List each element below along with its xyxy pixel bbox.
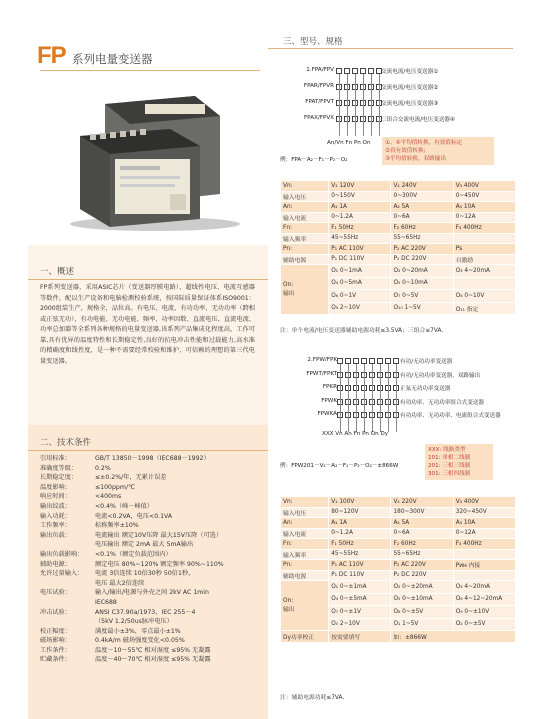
table-cell: P₁ DC 110V: [329, 254, 391, 265]
table-cell: P₂ DC 220V: [391, 570, 453, 581]
table-cell: O₂ 0~±5V: [453, 618, 515, 631]
table-row: [281, 254, 516, 265]
spec-row: [40, 473, 265, 483]
table-row: [281, 202, 516, 213]
table-cell: An:: [281, 518, 329, 529]
tech-rule: [28, 450, 268, 451]
table-cell: O₆ 0~1V: [329, 290, 391, 303]
spec-key: 准确度等级：: [40, 464, 78, 472]
table-cell: 输入电压: [281, 507, 329, 518]
table-cell: P₂ AC 220V: [391, 560, 453, 571]
table-cell: V₁ 120V: [329, 181, 391, 192]
spec-key: 工作条件：: [40, 646, 71, 654]
model-desc: 有功/无功功率变送器: [400, 359, 453, 365]
model-desc: 三组合交流电流/电压变送器④: [381, 117, 456, 123]
output-label: On:: [283, 282, 294, 288]
spec-row: [40, 512, 265, 522]
table-cell: A₂ 5A: [391, 202, 453, 213]
connector-line: [371, 74, 372, 136]
spec-row: [40, 588, 265, 598]
spec-value: 0.2%: [95, 464, 111, 472]
table-cell: P₁ AC 110V: [329, 560, 391, 571]
table-cell: Pn:: [281, 560, 329, 571]
table-row: [281, 631, 516, 643]
line-type-legend: [425, 444, 493, 480]
spec-row: [40, 627, 265, 637]
spec-row: [40, 608, 265, 618]
spec-row: [40, 617, 265, 627]
table-row: [281, 233, 516, 244]
table-cell: O₈ 0~±5V: [391, 606, 453, 619]
diagram1-notes: [382, 137, 494, 165]
spec-value: 电压输出 额定 2mA 最大 5mA输出: [95, 541, 194, 549]
spec-value: 电流 3倍连续 10倍30秒 50倍1秒，: [95, 570, 195, 578]
spec-key: 输出纹波：: [40, 502, 71, 510]
spec-value: （5kV 1.2/50us脉冲电压）: [95, 618, 173, 626]
spec-value: <0.1%（额定负载范围内）: [95, 550, 172, 558]
table-cell: Pn:: [281, 244, 329, 255]
diagram1-axis-labels: An/Vn Fn Pn On: [327, 140, 371, 146]
model-code-label: 1.FPA/FPV: [306, 67, 334, 73]
spec-row: [40, 579, 265, 589]
table-cell: 320~450V: [453, 507, 515, 518]
table-cell: O₈ 0~10V: [453, 290, 515, 303]
tech-heading: 二、技术条件: [40, 438, 92, 448]
note-line: ①、④平均值转换，有效值标定: [385, 140, 463, 146]
spec-value: <400ms: [95, 493, 122, 501]
connector-line: [379, 74, 380, 136]
overview-heading: 一、概述: [40, 267, 75, 277]
connector-line: [339, 74, 340, 136]
model-code-label: FPAX/FPVX: [303, 115, 334, 121]
spec-value: 电流输出 额定10V压降 最大15V压降（可选）: [95, 531, 223, 539]
connector-line: [372, 364, 373, 432]
spec-value: GB/T 13850－1998（IEC688－1992）: [95, 455, 210, 462]
legend-line: 101: 单相二线制: [428, 455, 471, 461]
table-cell: O₃ 4~20mA: [453, 265, 515, 278]
spec-row: [40, 492, 265, 502]
table-cell: P₁ DC 110V: [329, 570, 391, 581]
table-cell: O₁ 0~1mA: [329, 265, 391, 278]
table-cell: Fn:: [281, 539, 329, 550]
table2-note: 注：辅助电源功耗≤7VA.: [280, 695, 345, 701]
spec-value: 温度－40～70℃ 相对湿度 ≤95% 无凝露: [95, 656, 211, 664]
note-line: ③平均值转换，双路输出: [385, 156, 446, 162]
model-code-label: FPKR: [322, 384, 337, 390]
table-cell: V₃ 400V: [453, 497, 515, 508]
table-cell: 0~1.2A: [329, 528, 391, 539]
table-cell: A₃ 10A: [453, 202, 515, 213]
spec-key: [40, 579, 95, 589]
spec-key: 校正幅度：: [40, 627, 71, 635]
spec-key: 允许过量输入：: [40, 570, 84, 578]
table-row: [281, 539, 516, 550]
output-label-cell: [281, 581, 329, 631]
table-cell: 0~12A: [453, 528, 515, 539]
left-column: [0, 0, 268, 719]
table-cell: An:: [281, 202, 329, 213]
output-label: 输出: [283, 607, 295, 613]
table-cell: Vn:: [281, 181, 329, 192]
table-cell: O₅ 0~10mA: [391, 277, 453, 290]
table-cell: O₁ 1~5V: [391, 618, 453, 631]
spec-key: [40, 598, 95, 608]
table-row: [281, 244, 516, 255]
connector-line: [363, 74, 364, 136]
spec-row: [40, 636, 265, 646]
spec-table-1: [280, 180, 516, 315]
model-desc: 有功功率、无功功率、电流组合式变送器: [400, 413, 501, 419]
logo-fp: FP: [37, 42, 66, 69]
spec-key: 冲击试验：: [40, 608, 71, 616]
table-cell: 0~6A: [391, 212, 453, 223]
table-row: [281, 581, 516, 594]
table-cell: O₆ 4~12~20mA: [453, 593, 515, 606]
table-cell: 输入电流: [281, 212, 329, 223]
connector-line: [347, 74, 348, 136]
table-cell: 输入电流: [281, 528, 329, 539]
connector-line: [355, 74, 356, 136]
spec-key: 输出负载影响：: [40, 550, 84, 558]
spec-key: 引用标准：: [40, 455, 71, 462]
table-cell: [453, 570, 515, 581]
table-row: [281, 497, 516, 508]
model-desc: 有功功率、无功功率组合式变送器: [400, 399, 484, 406]
note-line: ②真有效值转换;: [385, 148, 426, 154]
spec-value: 满度最小±3%，零点最小±1%: [95, 627, 181, 635]
table-cell: 45~55Hz: [329, 233, 391, 244]
table-row: [281, 549, 516, 560]
spec-row: [40, 540, 265, 550]
spec-value: ≤100ppm/℃: [95, 483, 135, 491]
table-cell: F₁ 50Hz: [329, 539, 391, 550]
connector-line: [388, 364, 389, 432]
table-cell: Dy功率校正: [281, 631, 329, 643]
table-cell: [453, 277, 515, 290]
table-cell: 0~12A: [453, 212, 515, 223]
table-row: [281, 181, 516, 192]
spec-value: 0.4kA/m 磁场强度变化<0.05%: [95, 637, 185, 645]
table-cell: F₁ 50Hz: [329, 223, 391, 234]
table-cell: 输入频率: [281, 233, 329, 244]
table-cell: A₁ 1A: [329, 518, 391, 529]
spec-value: 电流<0.2VA，电压<0.1VA: [95, 512, 173, 520]
spec-row: [40, 646, 265, 656]
table-cell: 自激励: [453, 254, 515, 265]
spec-key: 磁场影响：: [40, 637, 71, 645]
table-cell: 0~6A: [391, 528, 453, 539]
spec-key: 长期稳定度：: [40, 474, 78, 482]
spec-key: [40, 540, 95, 550]
table-cell: P₂ DC 220V: [391, 254, 453, 265]
diagram2-axis-labels: XXX Vn An Fn Pn On Dy: [322, 431, 389, 437]
legend-line: 301: 三相四线制: [428, 471, 471, 477]
spec-row: [40, 464, 265, 474]
table-row: [281, 560, 516, 571]
model-code-label: FPWKA: [317, 411, 337, 417]
spec-value: 电压 最大2倍连续: [95, 579, 145, 587]
connector-line: [356, 364, 357, 432]
table-cell: V₃ 400V: [453, 181, 515, 192]
table-row: [281, 223, 516, 234]
table-cell: O₀ 2~10V: [329, 618, 391, 631]
model-code-label: FPWK: [321, 397, 337, 404]
table-cell: Pин 内接: [453, 560, 515, 571]
spec-key: 辅助电源：: [40, 560, 71, 568]
table-cell: O₂ 0~20mA: [391, 265, 453, 278]
spec-value: 额定电压 80%~120% 额定频率 90%~110%: [95, 560, 224, 568]
product-photo: [60, 84, 250, 234]
table-cell: 55~65Hz: [391, 233, 453, 244]
table-cell: Ps: [453, 244, 515, 255]
table-cell: 如：±866W: [391, 631, 516, 643]
table-row: [281, 528, 516, 539]
output-label-cell: [281, 265, 329, 315]
table-cell: O₃ 4~20mA: [453, 581, 515, 594]
table-cell: F₂ 60Hz: [391, 223, 453, 234]
spec-row: [40, 483, 265, 493]
table-cell: F₃ 400Hz: [453, 539, 515, 550]
legend-line: XXX: 线路类型: [428, 447, 466, 453]
table-row: [281, 212, 516, 223]
spec-key: 输入功耗：: [40, 512, 71, 520]
spec-key: 贮藏条件：: [40, 656, 71, 664]
model-desc: 正弦无功功率变送器: [400, 386, 451, 392]
spec-value: 输入/输出/电源与外壳之间 2kV AC 1min: [95, 589, 209, 597]
spec-value: IEC688: [95, 598, 117, 606]
models-rule: [268, 48, 513, 49]
table-row: [281, 518, 516, 529]
table-cell: 辅助电源: [281, 570, 329, 581]
spec-key: 工作频率：: [40, 522, 71, 530]
spec-key: 电压试验：: [40, 589, 71, 597]
model-desc: 交流电流/电压变送器②: [381, 85, 439, 91]
table-cell: V₂ 220V: [391, 497, 453, 508]
spec-row: [40, 569, 265, 579]
table-cell: 辅助电源: [281, 254, 329, 265]
table-cell: 55~65Hz: [391, 549, 453, 560]
table-cell: 0~1.2A: [329, 212, 391, 223]
table-cell: P₁ AC 110V: [329, 244, 391, 255]
table-row: [281, 191, 516, 202]
spec-row: [40, 655, 265, 665]
table-cell: [453, 233, 515, 244]
table-cell: P₂ AC 220V: [391, 244, 453, 255]
table-cell: Fn:: [281, 223, 329, 234]
diagram2-example: 例：FPW201－V₂－A₂－F₁－P₂－O₂－±866W: [280, 463, 399, 469]
spec-row: [40, 531, 265, 541]
spec-row: [40, 454, 265, 464]
table-cell: A₁ 1A: [329, 202, 391, 213]
table-cell: 0~300V: [391, 191, 453, 202]
table-cell: O₁₀ 1~5V: [391, 302, 453, 315]
table1-note: 注：单个电流/电压变送器辅助电源功耗≤3.5VA；三组合≤7VA.: [280, 328, 444, 334]
table-cell: O₅ 0~±10mA: [391, 593, 453, 606]
diagram1-example: 例：FPA－A₂－F₁－P₂－O₂: [280, 157, 348, 163]
output-label: On:: [283, 598, 294, 604]
table-cell: O₉ 0~±10V: [453, 606, 515, 619]
spec-row: [40, 502, 265, 512]
connector-line: [348, 364, 349, 432]
spec-value: ANSI C37.90a/1973，IEC 255－4: [95, 608, 196, 616]
output-label: 输出: [283, 291, 295, 297]
table-cell: 输入电压: [281, 191, 329, 202]
spec-value: 温度－10～55℃ 相对湿度 ≤95% 无凝露: [95, 646, 211, 654]
table-row: [281, 507, 516, 518]
table-cell: [453, 549, 515, 560]
spec-key: 温度影响：: [40, 483, 71, 491]
spec-key: 响应时间：: [40, 493, 71, 501]
table-cell: O₉ 2~10V: [329, 302, 391, 315]
tech-spec-list: [40, 454, 265, 665]
table-cell: 0~450V: [453, 191, 515, 202]
model-desc: 有功/无功功率变送器，双路输出: [400, 372, 481, 379]
spec-row: [40, 598, 265, 608]
table-cell: O₄ 0~±5mA: [329, 593, 391, 606]
connector-line: [340, 364, 341, 432]
spec-key: 输出负载：: [40, 531, 71, 539]
connector-line: [364, 364, 365, 432]
table-cell: 180~300V: [391, 507, 453, 518]
spec-row: [40, 560, 265, 570]
overview-text: FP系列变送器，采用ASIC芯片（变送器厚膜电路）、超线性电压、电流互感器等数件，配以生产设备和电脑检测校验系统，按国际质量保证体系ISO9001：2000组装生产，规格全，品位高。有电压、电流、有功功率、无功功率（跨相或正弦无功）、有功电能、无功电能、频率、功率因数、直流电压、直流电流、功率总加器等全系列各种规格的电量变送器,该系列产品集成化程度高，工作可靠,具有优异的温度特性和长期稳定性,良好的抗电冲击性能和过载能力,高水准的精确度和线性度，是一种不需要经常校验和维护、可信赖的理想的第三代电量变送器。: [40, 284, 255, 365]
table-cell: 输入频率: [281, 549, 329, 560]
table-cell: F₂ 60Hz: [391, 539, 453, 550]
table-cell: 80~120V: [329, 507, 391, 518]
model-desc: 交流电流/电压变送器①: [381, 69, 439, 75]
table-cell: O₇ 0~±1V: [329, 606, 391, 619]
table-cell: O₁ 0~±1mA: [329, 581, 391, 594]
table-cell: V₁ 100V: [329, 497, 391, 508]
table-cell: O₄ 0~5mA: [329, 277, 391, 290]
table-cell: O₂ 0~±20mA: [391, 581, 453, 594]
overview-rule: [28, 279, 268, 280]
model-desc: 交流电流/电压变送器③: [381, 101, 439, 107]
spec-value: ≤±0.2%/年，无累计误差: [95, 474, 167, 482]
table-cell: V₂ 240V: [391, 181, 453, 192]
spec-key: [40, 617, 95, 627]
model-code-label: FPAT/FPVT: [305, 99, 334, 105]
table-cell: 0~150V: [329, 191, 391, 202]
table-row: [281, 570, 516, 581]
connector-line: [396, 364, 397, 432]
legend-line: 201: 三相三线制: [428, 463, 471, 469]
table-cell: O₁₁ 指定: [453, 302, 515, 315]
table-cell: Vn:: [281, 497, 329, 508]
table-cell: 45~55Hz: [329, 549, 391, 560]
models-heading: 三、型号、规格: [283, 37, 343, 47]
spec-row: [40, 521, 265, 531]
connector-line: [380, 364, 381, 432]
title-underline: [40, 70, 260, 71]
spec-row: [40, 550, 265, 560]
table-cell: O₇ 0~5V: [391, 290, 453, 303]
table-cell: 按需要填写: [329, 631, 391, 643]
model-code-label: FPWT/FPKT: [306, 370, 337, 377]
table-cell: A₃ 10A: [453, 518, 515, 529]
table-cell: A₂ 5A: [391, 518, 453, 529]
page-title: 系列电量变送器: [72, 52, 153, 66]
spec-value: 标称频率±10%: [95, 522, 139, 530]
spec-table-2: [280, 496, 516, 643]
model-code-label: FPAR/FPVR: [303, 83, 334, 89]
spec-value: <0.4%（峰－峰值）: [95, 502, 154, 510]
table-cell: F₃ 400Hz: [453, 223, 515, 234]
model-code-label: 2.FPW/FPK: [307, 357, 337, 363]
table-row: [281, 265, 516, 278]
